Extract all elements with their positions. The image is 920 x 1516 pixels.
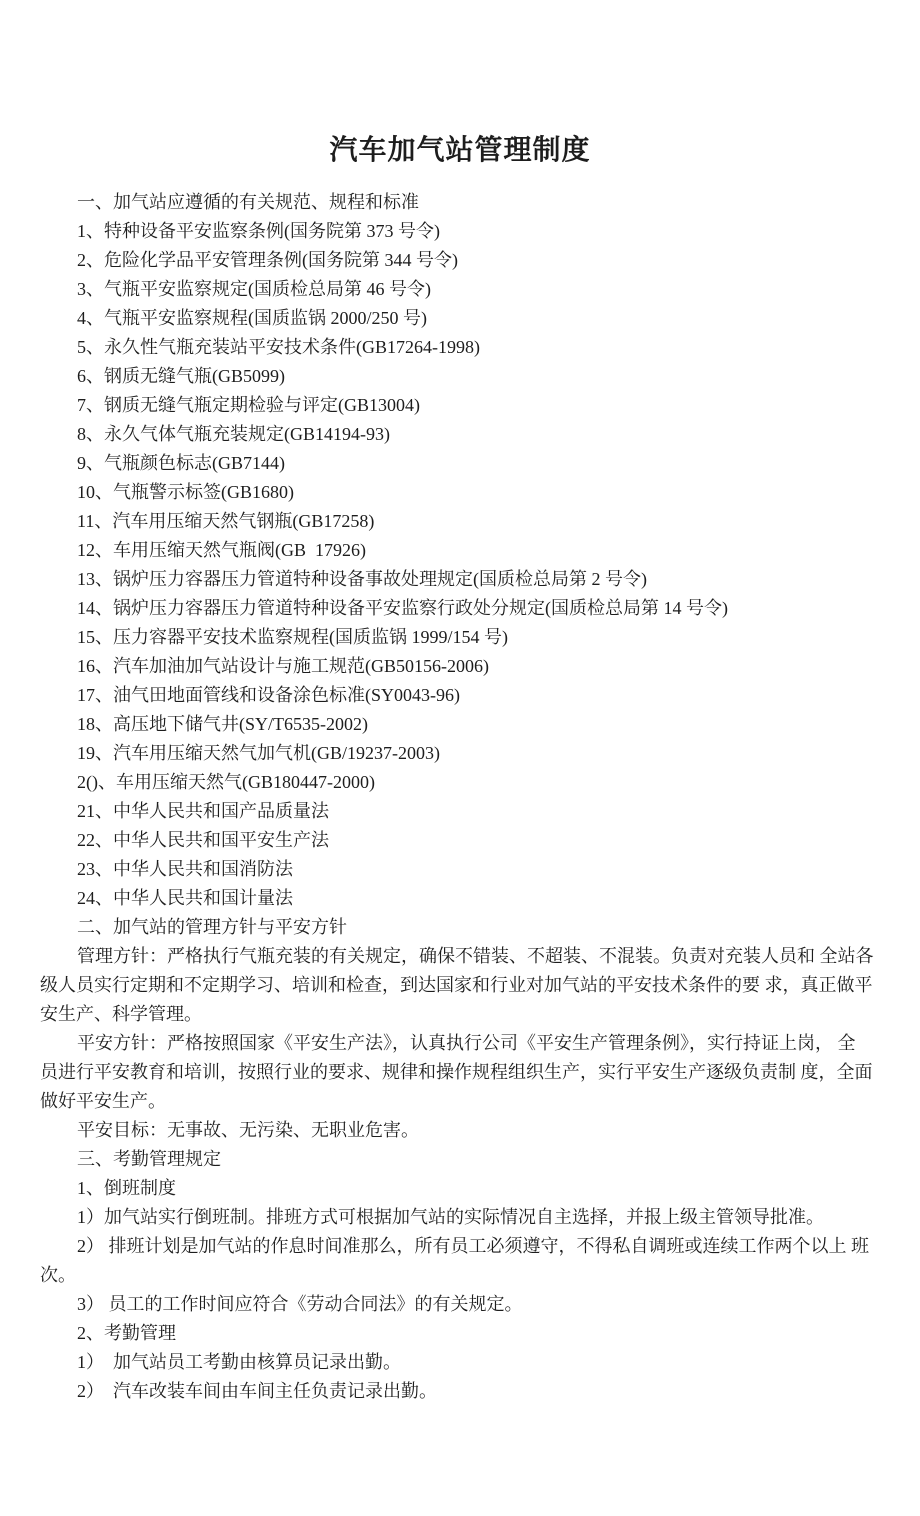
text-line: 2()、车用压缩天然气(GB180447-2000) [77, 772, 375, 792]
document-title: 汽车加气站管理制度 [329, 135, 591, 166]
text-line: 14、锅炉压力容器压力管道特种设备平安监察行政处分规定(国质检总局第 14 号令) [77, 598, 728, 618]
text-line: 一、加气站应遵循的有关规范、规程和标准 [77, 192, 419, 212]
text-line: 23、中华人民共和国消防法 [77, 859, 293, 879]
text-line: 6、钢质无缝气瓶(GB5099) [77, 366, 285, 386]
text-line: 8、永久气体气瓶充装规定(GB14194-93) [77, 424, 390, 444]
text-line: 安生产、科学管理。 [40, 1004, 202, 1024]
text-line: 4、气瓶平安监察规程(国质监锅 2000/250 号) [77, 308, 427, 328]
text-line: 员进行平安教育和培训，按照行业的要求、规律和操作规程组织生产，实行平安生产逐级负责制 度，全面 [40, 1062, 873, 1082]
text-line: 16、汽车加油加气站设计与施工规范(GB50156-2006) [77, 656, 489, 676]
text-line: 11、汽车用压缩天然气钢瓶(GB17258) [77, 511, 375, 531]
text-line: 2、危险化学品平安管理条例(国务院第 344 号令) [77, 250, 458, 270]
text-line: 二、加气站的管理方针与平安方针 [77, 917, 347, 937]
text-line: 24、中华人民共和国计量法 [77, 888, 293, 908]
text-line: 管理方针：严格执行气瓶充装的有关规定，确保不错装、不超装、不混装。负责对充装人员和 全站各 [77, 946, 874, 966]
text-line: 1）加气站实行倒班制。排班方式可根据加气站的实际情况自主选择，并报上级主管领导批准。 [77, 1207, 824, 1227]
text-line: 17、油气田地面管线和设备涂色标准(SY0043-96) [77, 685, 460, 705]
text-line: 平安方针：严格按照国家《平安生产法》，认真执行公司《平安生产管理条例》，实行持证上岗， 全 [77, 1033, 856, 1053]
text-line: 级人员实行定期和不定期学习、培训和检查，到达国家和行业对加气站的平安技术条件的要 求，真正做平 [40, 975, 873, 995]
text-line: 10、气瓶警示标签(GB1680) [77, 482, 294, 502]
text-line: 18、高压地下储气井(SY/T6535-2002) [77, 714, 368, 734]
text-line: 5、永久性气瓶充装站平安技术条件(GB17264-1998) [77, 337, 480, 357]
text-line: 13、锅炉压力容器压力管道特种设备事故处理规定(国质检总局第 2 号令) [77, 569, 647, 589]
text-line: 次。 [40, 1265, 76, 1285]
text-line: 三、考勤管理规定 [77, 1149, 221, 1169]
text-line: 平安目标：无事故、无污染、无职业危害。 [77, 1120, 419, 1140]
text-line: 9、气瓶颜色标志(GB7144) [77, 453, 285, 473]
text-line: 21、中华人民共和国产品质量法 [77, 801, 329, 821]
text-line: 7、钢质无缝气瓶定期检验与评定(GB13004) [77, 395, 420, 415]
text-line: 19、汽车用压缩天然气加气机(GB/19237-2003) [77, 743, 440, 763]
text-line: 1、特种设备平安监察条例(国务院第 373 号令) [77, 221, 440, 241]
text-line: 12、车用压缩天然气瓶阀(GB 17926) [77, 540, 366, 560]
text-line: 1） 加气站员工考勤由核算员记录出勤。 [77, 1352, 401, 1372]
text-line: 2） 排班计划是加气站的作息时间准那么，所有员工必须遵守，不得私自调班或连续工作两个以上 班 [77, 1236, 869, 1256]
text-line: 3、气瓶平安监察规定(国质检总局第 46 号令) [77, 279, 431, 299]
text-line: 2、考勤管理 [77, 1323, 176, 1343]
text-line: 22、中华人民共和国平安生产法 [77, 830, 329, 850]
text-line: 2） 汽车改装车间由车间主任负责记录出勤。 [77, 1381, 437, 1401]
text-line: 1、倒班制度 [77, 1178, 176, 1198]
text-line: 做好平安生产。 [40, 1091, 166, 1111]
text-line: 3） 员工的工作时间应符合《劳动合同法》的有关规定。 [77, 1294, 523, 1314]
document-body [0, 188, 920, 1406]
text-line: 15、压力容器平安技术监察规程(国质监锅 1999/154 号) [77, 627, 508, 647]
